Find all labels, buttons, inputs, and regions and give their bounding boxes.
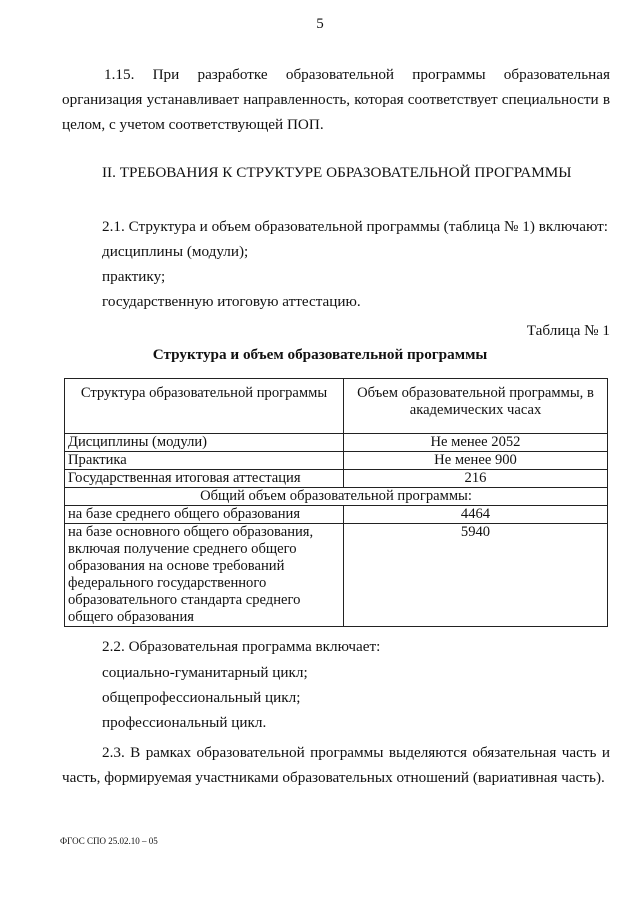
table-header-structure: Структура образовательной программы [65, 379, 344, 434]
table-cell-volume: 5940 [344, 524, 608, 627]
table-total-label: Общий объем образовательной программы: [65, 488, 608, 506]
list-item: государственную итоговую аттестацию. [102, 293, 361, 310]
table-cell-structure: Практика [65, 452, 344, 470]
section-2-1-intro: 2.1. Структура и объем образовательной программы (таблица № 1) включают: [102, 218, 608, 235]
page-number: 5 [316, 16, 324, 32]
list-item: дисциплины (модули); [102, 243, 249, 260]
table-cell-structure: Дисциплины (модули) [65, 434, 344, 452]
table-cell-volume: 216 [344, 470, 608, 488]
table-row [65, 434, 608, 452]
list-item: практику; [102, 268, 166, 285]
table-row [65, 506, 608, 524]
table-cell-structure: на базе среднего общего образования [65, 506, 344, 524]
table-header-row [65, 379, 608, 434]
list-item: профессиональный цикл. [102, 714, 267, 731]
table-header-volume: Объем образовательной программы, в академических часах [344, 379, 608, 434]
section-heading: II. ТРЕБОВАНИЯ К СТРУКТУРЕ ОБРАЗОВАТЕЛЬНОЙ ПРОГРАММЫ [102, 164, 572, 181]
table-row [65, 470, 608, 488]
table-cell-structure: Государственная итоговая аттестация [65, 470, 344, 488]
table-cell-volume: Не менее 900 [344, 452, 608, 470]
paragraph-1-15: 1.15. При разработке образовательной программы образовательная организация устанавливает направленность, которая соответствует специальности в целом, с учетом соответствующей ПОП. [62, 66, 610, 133]
table-total-row [65, 488, 608, 506]
table-cell-structure: на базе основного общего образования, включая получение среднего общего образования на основе требований федерального государственного образовательного стандарта среднего общего образования [65, 524, 344, 627]
table-cell-volume: 4464 [344, 506, 608, 524]
paragraph-2-3: 2.3. В рамках образовательной программы выделяются обязательная часть и часть, формируемая участниками образовательных отношений (вариативная часть). [62, 744, 610, 786]
section-2-2-intro: 2.2. Образовательная программа включает: [102, 638, 381, 655]
table-row [65, 524, 608, 627]
program-structure-table [64, 378, 608, 627]
list-item: общепрофессиональный цикл; [102, 689, 301, 706]
table-label: Таблица № 1 [526, 322, 610, 339]
table-title: Структура и объем образовательной программы [152, 346, 488, 363]
list-item: социально-гуманитарный цикл; [102, 664, 308, 681]
table-cell-volume: Не менее 2052 [344, 434, 608, 452]
table-row [65, 452, 608, 470]
footer-document-code: ФГОС СПО 25.02.10 – 05 [60, 836, 158, 846]
